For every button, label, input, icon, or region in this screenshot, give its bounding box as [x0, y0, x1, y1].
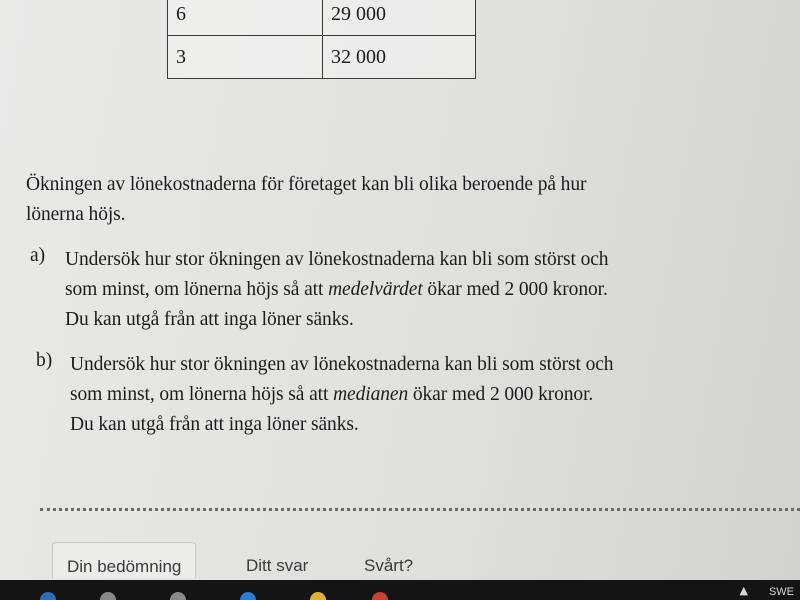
- your-answer-tab[interactable]: Ditt svar: [246, 556, 309, 575]
- question-line: Undersök hur stor ökningen av lönekostnaderna kan bli som störst och: [70, 354, 614, 375]
- difficult-tab[interactable]: Svårt?: [364, 556, 414, 575]
- chrome-icon[interactable]: [372, 592, 388, 600]
- question-b-label: b): [36, 350, 53, 371]
- language-indicator[interactable]: SWE: [768, 586, 794, 598]
- question-line: Du kan utgå från att inga löner sänks.: [65, 309, 354, 330]
- question-b-text: [70, 350, 750, 440]
- question-line: Undersök hur stor ökningen av lönekostnaderna kan bli som störst och: [65, 249, 609, 270]
- table-cell-salary: 32 000: [323, 36, 476, 79]
- intro-line: Ökningen av lönekostnaderna för företaget kan bli olika beroende på hur: [26, 174, 587, 195]
- question-line: Du kan utgå från att inga löner sänks.: [70, 414, 359, 435]
- question-text-part: som minst, om lönerna höjs så att: [65, 279, 329, 300]
- table-row: [168, 36, 476, 79]
- task-view-icon[interactable]: [170, 592, 186, 600]
- search-icon[interactable]: [100, 592, 116, 600]
- emphasized-term: medianen: [333, 384, 409, 405]
- question-text-part: ökar med 2 000 kronor.: [408, 384, 594, 405]
- table-cell-salary: 29 000: [323, 0, 476, 36]
- windows-icon[interactable]: [40, 592, 56, 600]
- question-line: [65, 275, 745, 305]
- file-explorer-icon[interactable]: [310, 592, 326, 600]
- table-cell-count: 6: [168, 0, 323, 36]
- emphasized-term: medelvärdet: [328, 279, 423, 300]
- taskbar: [0, 580, 800, 600]
- question-line: [70, 380, 750, 410]
- table-cell-count: 3: [168, 36, 323, 79]
- chevron-up-icon[interactable]: ▲: [739, 584, 748, 597]
- salary-table: [167, 0, 476, 79]
- question-text-part: som minst, om lönerna höjs så att: [70, 384, 334, 405]
- intro-line: lönerna höjs.: [26, 204, 126, 225]
- intro-paragraph: [26, 170, 726, 230]
- answer-dotted-line: [40, 508, 800, 511]
- question-a-label: a): [30, 245, 46, 266]
- browser-icon[interactable]: [240, 592, 256, 600]
- question-a-text: [65, 245, 745, 335]
- your-rating-tab[interactable]: Din bedömning: [52, 542, 196, 578]
- question-text-part: ökar med 2 000 kronor.: [422, 279, 608, 300]
- table-row: [168, 0, 476, 36]
- assessment-bar: [0, 542, 800, 578]
